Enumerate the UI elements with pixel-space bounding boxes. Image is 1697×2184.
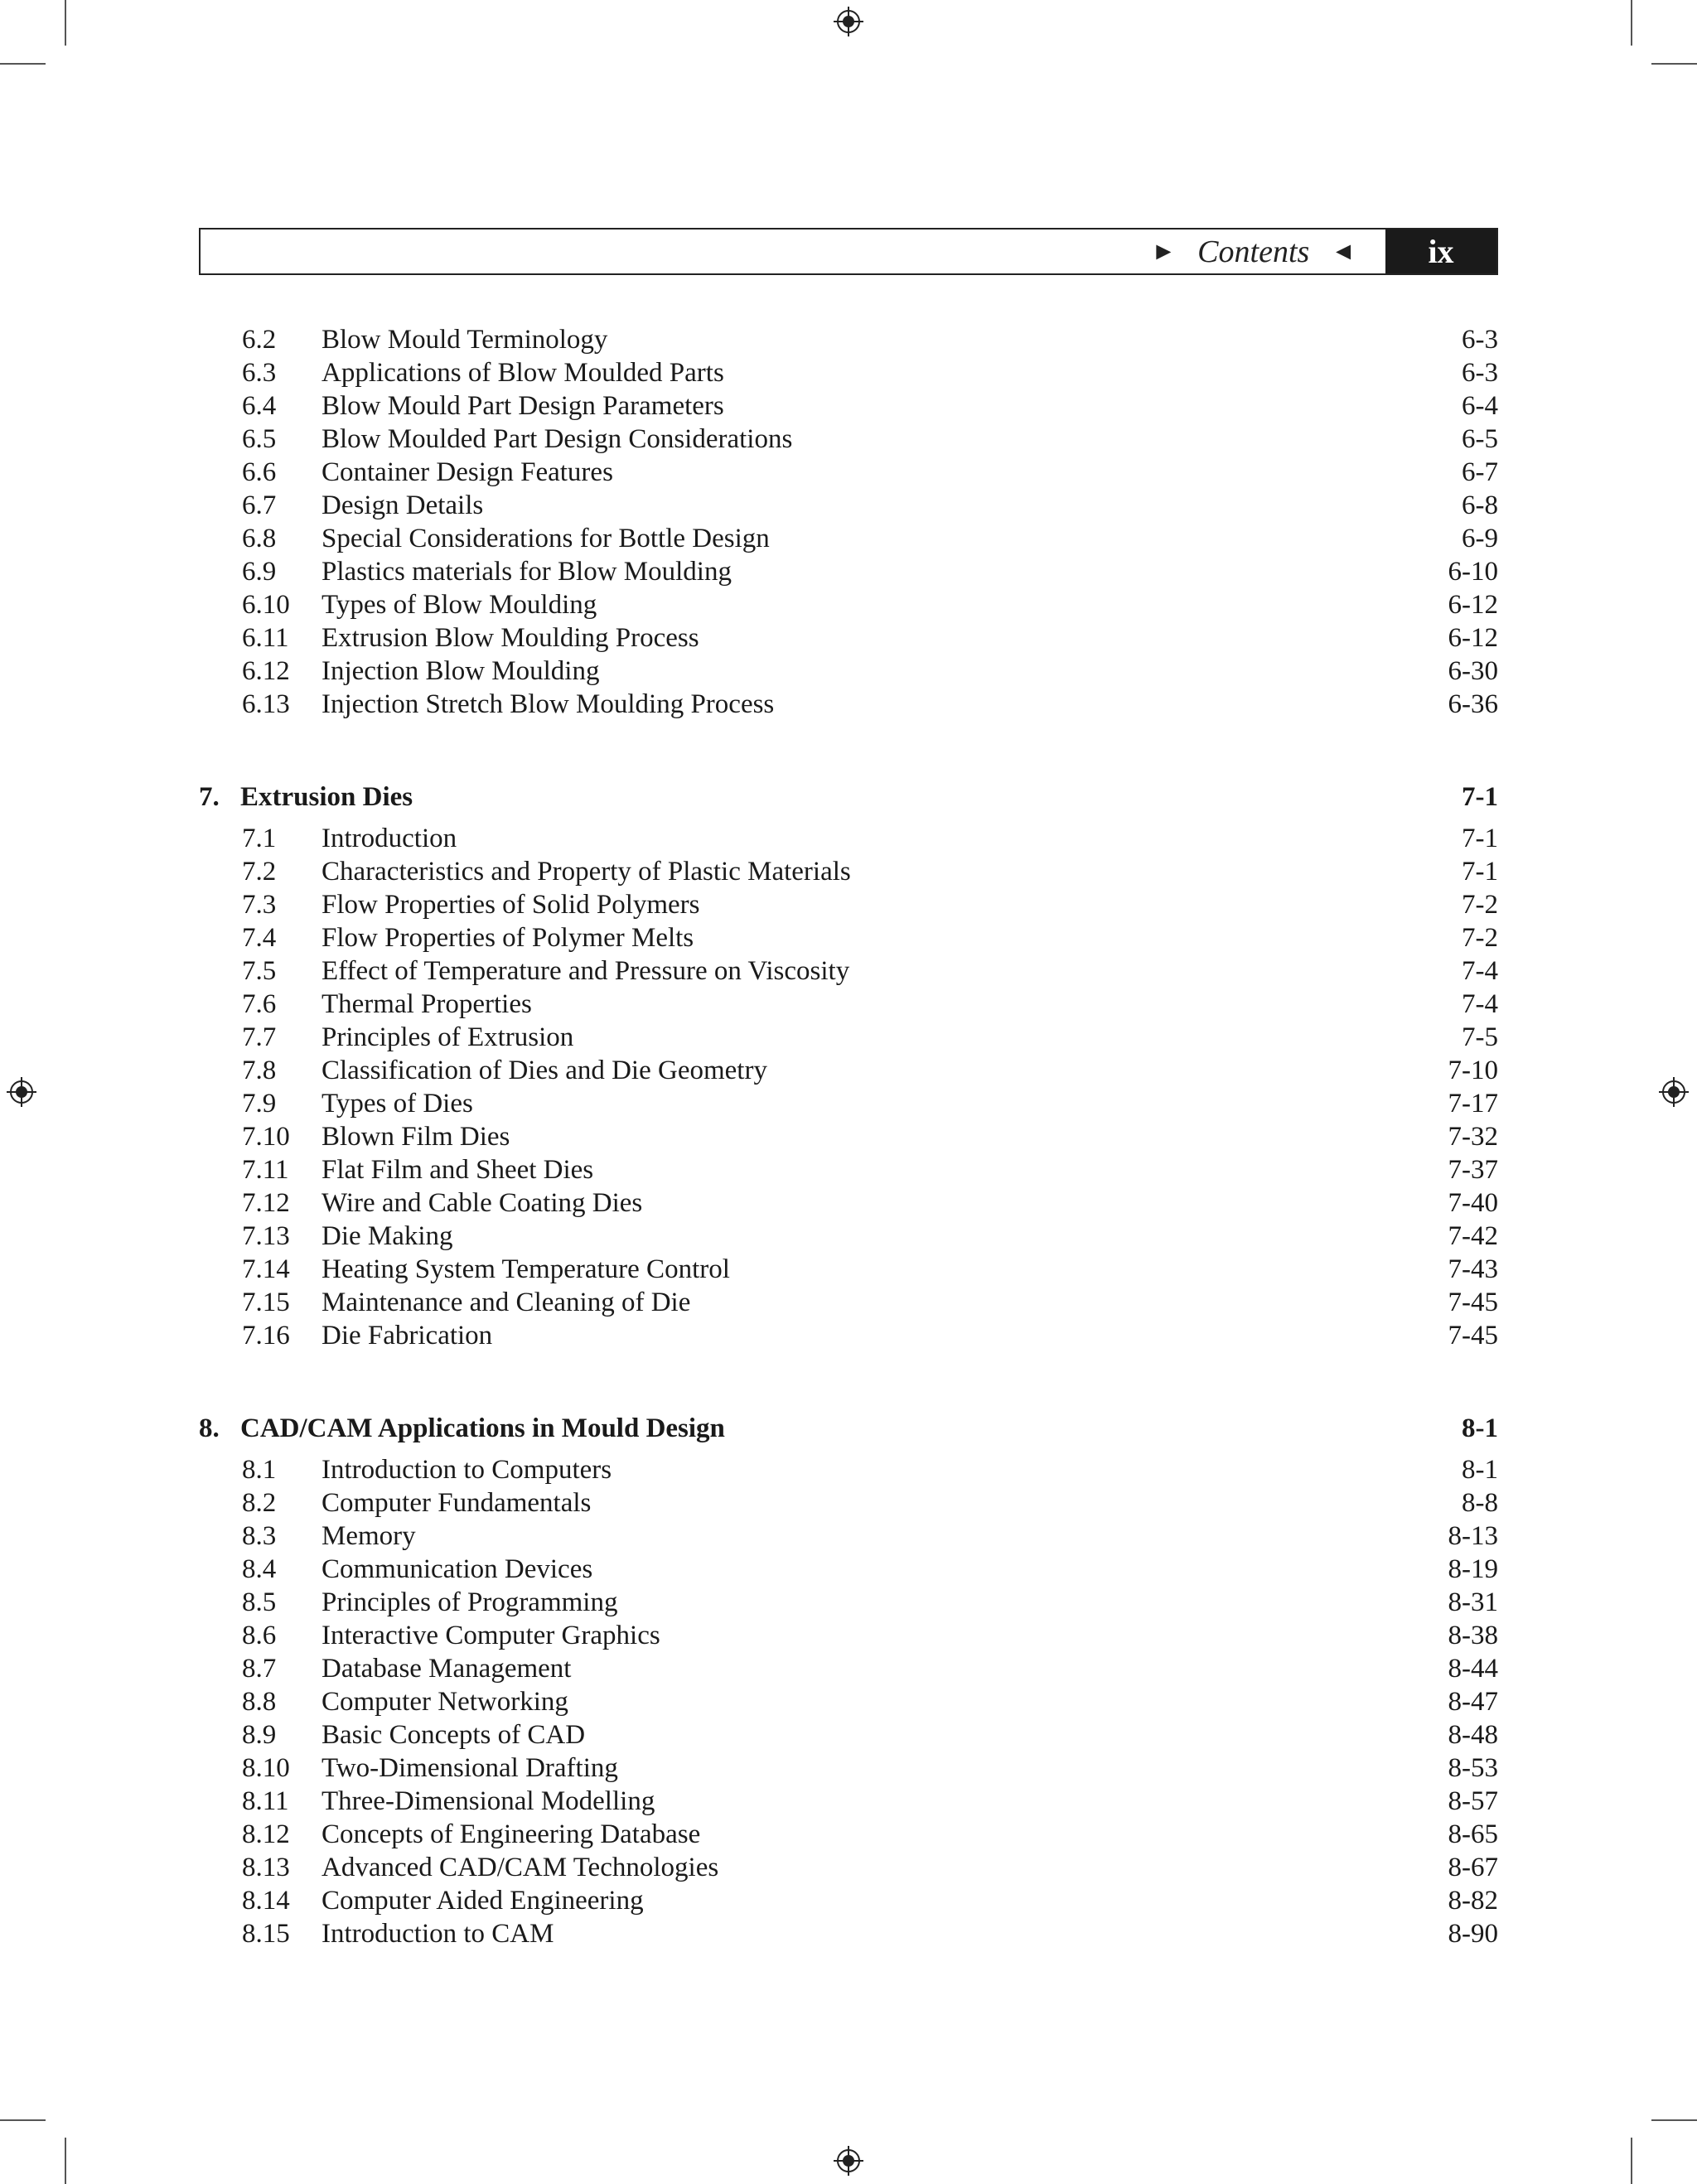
toc-entry-page: 6-30 [1448, 656, 1498, 686]
chapter-heading[interactable] [199, 1404, 1498, 1453]
toc-entry-title: Introduction to Computers [322, 1455, 612, 1485]
toc-entry-num: 8.3 [242, 1521, 277, 1551]
toc-entry-num: 8.5 [242, 1587, 277, 1617]
registration-mark-icon [832, 5, 865, 38]
toc-entry-num: 8.10 [242, 1753, 290, 1783]
toc-entry-title: Basic Concepts of CAD [322, 1720, 586, 1750]
toc-entry[interactable] [199, 1087, 1498, 1120]
toc-entry[interactable] [199, 655, 1498, 688]
toc-entry-num: 7.13 [242, 1221, 290, 1251]
section-spacer [199, 721, 1498, 772]
toc-entry-page: 8-1 [1462, 1455, 1498, 1485]
toc-entry[interactable] [199, 1884, 1498, 1917]
toc-entry-num: 7.6 [242, 989, 277, 1019]
toc-entry-page: 8-47 [1448, 1687, 1498, 1717]
toc-entry-title: Blow Moulded Part Design Considerations [322, 424, 793, 454]
chapter-num: 8. [199, 1413, 220, 1443]
toc-entry-page: 7-2 [1462, 890, 1498, 920]
toc-entry-num: 6.7 [242, 490, 277, 520]
toc-entry-page: 7-1 [1462, 857, 1498, 887]
toc-entry-page: 7-42 [1448, 1221, 1498, 1251]
toc-entry[interactable] [199, 855, 1498, 888]
toc-entry-num: 7.12 [242, 1188, 290, 1218]
toc-entry-num: 8.1 [242, 1455, 277, 1485]
toc-entry-title: Heating System Temperature Control [322, 1254, 730, 1284]
toc-entry-num: 7.11 [242, 1155, 289, 1185]
toc-entry[interactable] [199, 621, 1498, 655]
toc-entry-page: 6-36 [1448, 689, 1498, 719]
toc-entry[interactable] [199, 1586, 1498, 1619]
toc-entry-page: 8-8 [1462, 1488, 1498, 1518]
toc-entry-page: 7-43 [1448, 1254, 1498, 1284]
toc-entry-title: Three-Dimensional Modelling [322, 1786, 655, 1816]
toc-entry-title: Die Fabrication [322, 1321, 493, 1351]
toc-entry-num: 7.4 [242, 923, 277, 953]
toc-entry-title: Computer Networking [322, 1687, 568, 1717]
toc-entry-title: Container Design Features [322, 457, 613, 487]
toc-entry-page: 7-45 [1448, 1321, 1498, 1351]
toc-entry-num: 8.11 [242, 1786, 289, 1816]
toc-entry-title: Die Making [322, 1221, 453, 1251]
toc-entry-title: Blow Mould Part Design Parameters [322, 391, 724, 421]
registration-mark-icon [832, 2144, 865, 2177]
toc-entry-num: 7.7 [242, 1022, 277, 1052]
toc-entry-page: 7-2 [1462, 923, 1498, 953]
toc-entry[interactable] [199, 423, 1498, 456]
chapter-heading[interactable] [199, 772, 1498, 822]
toc-entry-title: Applications of Blow Moulded Parts [322, 358, 724, 388]
toc-entry-page: 6-5 [1462, 424, 1498, 454]
crop-mark [1651, 63, 1697, 65]
running-header [199, 228, 1498, 275]
toc-entry-title: Types of Dies [322, 1089, 473, 1119]
toc-entry-title: Interactive Computer Graphics [322, 1621, 660, 1650]
toc-entry[interactable] [199, 555, 1498, 588]
toc-entry-title: Extrusion Blow Moulding Process [322, 623, 699, 653]
toc-entry-num: 6.5 [242, 424, 277, 454]
toc-entry[interactable] [199, 822, 1498, 855]
toc-entry-num: 6.11 [242, 623, 289, 653]
toc-entry-title: Concepts of Engineering Database [322, 1819, 701, 1849]
toc-entry-page: 8-38 [1448, 1621, 1498, 1650]
toc-entry-num: 8.6 [242, 1621, 277, 1650]
toc-entry-page: 7-5 [1462, 1022, 1498, 1052]
left-triangle-icon: ◄ [1331, 237, 1356, 265]
toc-entry[interactable] [199, 1220, 1498, 1253]
toc-entry-title: Principles of Programming [322, 1587, 618, 1617]
crop-mark [1631, 0, 1632, 46]
crop-mark [1651, 2119, 1697, 2121]
toc-entry-num: 7.10 [242, 1122, 290, 1152]
toc-entry-num: 8.8 [242, 1687, 277, 1717]
toc-entry-page: 6-3 [1462, 358, 1498, 388]
header-label-group [1151, 230, 1356, 273]
toc-entry-num: 8.4 [242, 1554, 277, 1584]
toc-entry-page: 8-13 [1448, 1521, 1498, 1551]
toc-entry-num: 6.3 [242, 358, 277, 388]
toc-entry-num: 7.9 [242, 1089, 277, 1119]
toc-entry-num: 6.10 [242, 590, 290, 620]
toc-entry[interactable] [199, 988, 1498, 1021]
toc-entry-title: Wire and Cable Coating Dies [322, 1188, 643, 1218]
toc-entry-title: Special Considerations for Bottle Design [322, 524, 770, 553]
toc-entry-page: 8-65 [1448, 1819, 1498, 1849]
toc-entry[interactable] [199, 1785, 1498, 1818]
toc-entry[interactable] [199, 1319, 1498, 1352]
toc-entry[interactable] [199, 1486, 1498, 1520]
toc-entry-title: Flow Properties of Polymer Melts [322, 923, 694, 953]
toc-entry-page: 6-12 [1448, 623, 1498, 653]
toc-entry-title: Types of Blow Moulding [322, 590, 597, 620]
toc-entry-num: 7.2 [242, 857, 277, 887]
toc-entry-num: 7.14 [242, 1254, 290, 1284]
toc-entry-page: 7-45 [1448, 1288, 1498, 1317]
chapter-num: 7. [199, 782, 220, 812]
chapter-page: 7-1 [1462, 782, 1498, 812]
toc-entry-page: 8-82 [1448, 1886, 1498, 1916]
toc-entry[interactable] [199, 356, 1498, 389]
toc-entry-title: Database Management [322, 1654, 572, 1684]
toc-entry[interactable] [199, 1120, 1498, 1153]
toc-entry-num: 6.2 [242, 325, 277, 355]
toc-entry-page: 6-8 [1462, 490, 1498, 520]
toc-entry-title: Flow Properties of Solid Polymers [322, 890, 700, 920]
toc-entry-title: Memory [322, 1521, 416, 1551]
toc-entry-page: 8-67 [1448, 1853, 1498, 1882]
toc-entry-title: Thermal Properties [322, 989, 532, 1019]
toc-entry-num: 6.4 [242, 391, 277, 421]
toc-entry[interactable] [199, 1619, 1498, 1652]
toc-entry-num: 8.7 [242, 1654, 277, 1684]
toc-entry[interactable] [199, 1021, 1498, 1054]
toc-entry[interactable] [199, 588, 1498, 621]
toc-entry-title: Computer Fundamentals [322, 1488, 592, 1518]
toc-entry[interactable] [199, 489, 1498, 522]
toc-entry-page: 7-10 [1448, 1056, 1498, 1085]
toc-entry-page: 8-53 [1448, 1753, 1498, 1783]
toc-entry-page: 8-44 [1448, 1654, 1498, 1684]
toc-entry-num: 8.13 [242, 1853, 290, 1882]
toc-entry-num: 6.13 [242, 689, 290, 719]
header-title: Contents [1197, 234, 1310, 269]
toc-entry-title: Blow Mould Terminology [322, 325, 608, 355]
toc-entry-num: 7.1 [242, 824, 277, 853]
page-number: ix [1385, 230, 1496, 273]
toc-entry[interactable] [199, 389, 1498, 423]
toc-entry-page: 8-57 [1448, 1786, 1498, 1816]
toc-entry-page: 6-7 [1462, 457, 1498, 487]
crop-mark [0, 63, 46, 65]
toc-entry-title: Communication Devices [322, 1554, 593, 1584]
toc-entry-title: Effect of Temperature and Pressure on Viscosity [322, 956, 850, 986]
crop-mark [0, 2119, 46, 2121]
toc-entry-num: 8.2 [242, 1488, 277, 1518]
toc-entry-title: Principles of Extrusion [322, 1022, 574, 1052]
toc-entry-page: 6-4 [1462, 391, 1498, 421]
toc-entry-title: Design Details [322, 490, 484, 520]
toc-entry[interactable] [199, 1685, 1498, 1718]
toc-entry-title: Characteristics and Property of Plastic Materials [322, 857, 851, 887]
toc-entry-num: 7.5 [242, 956, 277, 986]
toc-entry[interactable] [199, 688, 1498, 721]
toc-entry-num: 8.9 [242, 1720, 277, 1750]
toc-entry-num: 7.8 [242, 1056, 277, 1085]
toc-entry-num: 7.3 [242, 890, 277, 920]
toc-entry-page: 6-10 [1448, 557, 1498, 587]
toc-entry-num: 8.15 [242, 1919, 290, 1949]
toc-entry-page: 8-31 [1448, 1587, 1498, 1617]
toc-entry[interactable] [199, 888, 1498, 921]
toc-entry-title: Blown Film Dies [322, 1122, 510, 1152]
toc-entry-page: 7-4 [1462, 956, 1498, 986]
toc-entry-title: Introduction to CAM [322, 1919, 554, 1949]
toc-entry-num: 8.12 [242, 1819, 290, 1849]
table-of-contents [199, 323, 1498, 1950]
toc-entry[interactable] [199, 1752, 1498, 1785]
toc-entry[interactable] [199, 1186, 1498, 1220]
toc-entry[interactable] [199, 456, 1498, 489]
toc-entry-page: 7-1 [1462, 824, 1498, 853]
toc-entry-num: 6.9 [242, 557, 277, 587]
toc-entry[interactable] [199, 1520, 1498, 1553]
toc-entry-num: 6.8 [242, 524, 277, 553]
toc-entry-page: 7-37 [1448, 1155, 1498, 1185]
chapter-page: 8-1 [1462, 1413, 1498, 1443]
toc-entry-page: 7-40 [1448, 1188, 1498, 1218]
toc-entry[interactable] [199, 1652, 1498, 1685]
toc-entry-page: 6-3 [1462, 325, 1498, 355]
toc-entry-title: Introduction [322, 824, 457, 853]
toc-entry[interactable] [199, 522, 1498, 555]
toc-entry[interactable] [199, 954, 1498, 988]
toc-entry-title: Computer Aided Engineering [322, 1886, 644, 1916]
toc-entry[interactable] [199, 1917, 1498, 1950]
crop-mark [1631, 2138, 1632, 2184]
toc-entry-page: 8-90 [1448, 1919, 1498, 1949]
toc-entry[interactable] [199, 1453, 1498, 1486]
chapter-title: CAD/CAM Applications in Mould Design [240, 1413, 725, 1443]
toc-entry-num: 7.16 [242, 1321, 290, 1351]
toc-entry-page: 7-4 [1462, 989, 1498, 1019]
toc-entry[interactable] [199, 1851, 1498, 1884]
toc-entry-title: Two-Dimensional Drafting [322, 1753, 618, 1783]
crop-mark [65, 0, 66, 46]
toc-entry-page: 7-17 [1448, 1089, 1498, 1119]
toc-entry[interactable] [199, 1818, 1498, 1851]
chapter-title: Extrusion Dies [240, 782, 413, 812]
toc-entry[interactable] [199, 1153, 1498, 1186]
toc-entry-page: 8-48 [1448, 1720, 1498, 1750]
toc-entry-num: 6.6 [242, 457, 277, 487]
toc-entry-page: 8-19 [1448, 1554, 1498, 1584]
right-triangle-icon: ► [1151, 237, 1177, 265]
toc-entry[interactable] [199, 1286, 1498, 1319]
registration-mark-icon [5, 1075, 38, 1109]
toc-entry-num: 7.15 [242, 1288, 290, 1317]
toc-entry-title: Injection Blow Moulding [322, 656, 600, 686]
section-spacer [199, 1352, 1498, 1404]
toc-entry[interactable] [199, 1718, 1498, 1752]
toc-entry-title: Maintenance and Cleaning of Die [322, 1288, 691, 1317]
crop-mark [65, 2138, 66, 2184]
toc-entry-title: Advanced CAD/CAM Technologies [322, 1853, 719, 1882]
toc-entry-num: 8.14 [242, 1886, 290, 1916]
toc-entry[interactable] [199, 921, 1498, 954]
toc-entry[interactable] [199, 1054, 1498, 1087]
toc-entry[interactable] [199, 1553, 1498, 1586]
toc-entry-title: Plastics materials for Blow Moulding [322, 557, 732, 587]
toc-entry-title: Classification of Dies and Die Geometry [322, 1056, 767, 1085]
toc-entry[interactable] [199, 1253, 1498, 1286]
toc-entry[interactable] [199, 323, 1498, 356]
toc-entry-page: 6-12 [1448, 590, 1498, 620]
toc-entry-num: 6.12 [242, 656, 290, 686]
toc-entry-page: 6-9 [1462, 524, 1498, 553]
toc-entry-title: Injection Stretch Blow Moulding Process [322, 689, 775, 719]
toc-entry-page: 7-32 [1448, 1122, 1498, 1152]
toc-entry-title: Flat Film and Sheet Dies [322, 1155, 594, 1185]
registration-mark-icon [1657, 1075, 1690, 1109]
